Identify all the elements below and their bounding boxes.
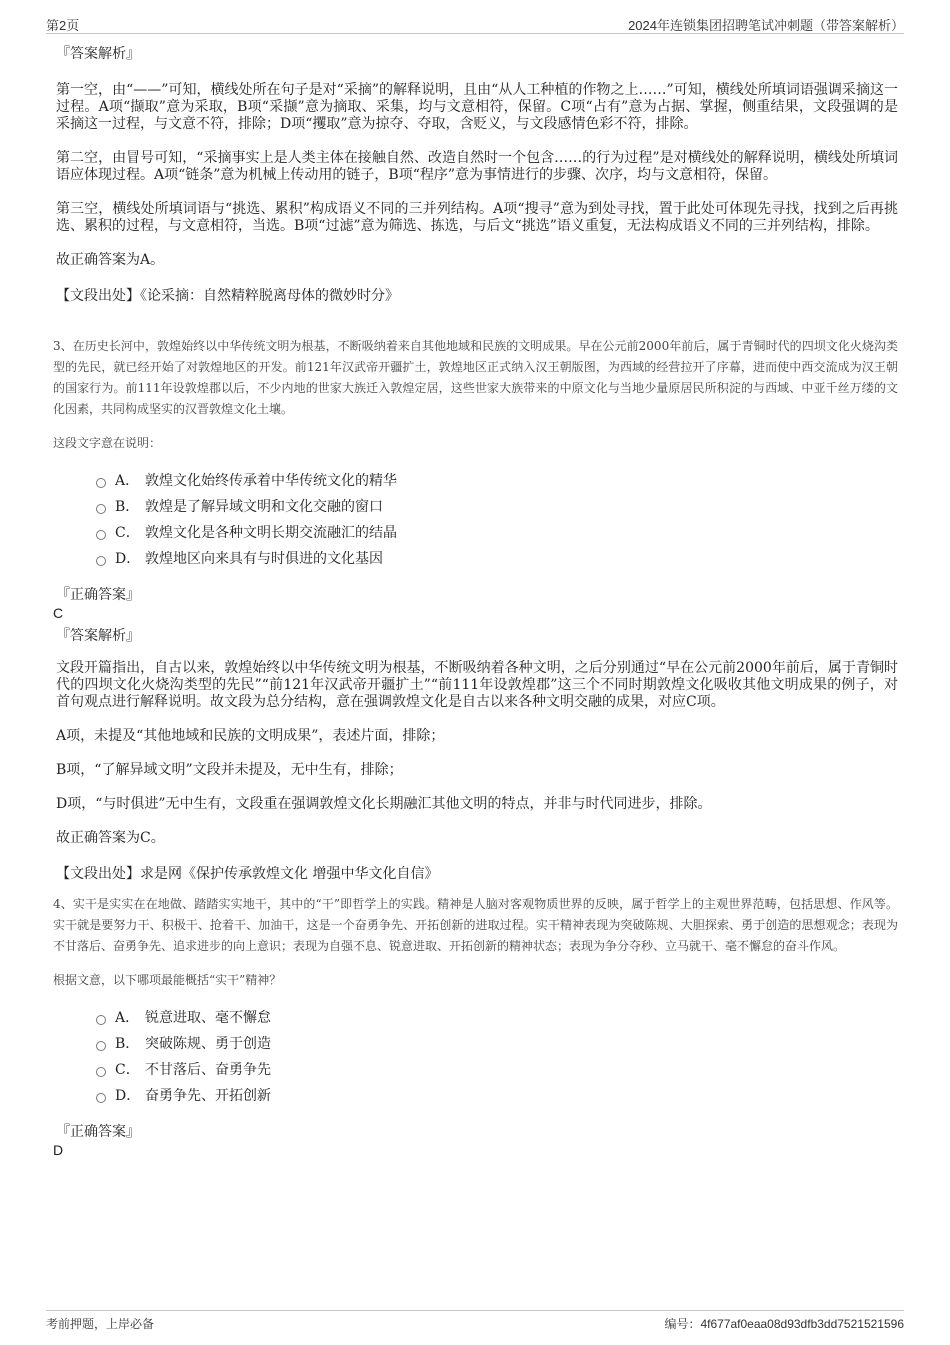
correct-answer-tag: 『正确答案』 [56, 1124, 140, 1140]
option-key: B． [115, 1036, 140, 1052]
main-content [53, 44, 898, 1163]
option-b[interactable] [96, 1035, 898, 1061]
analysis-paragraph: 第二空，由冒号可知，“采摘事实上是人类主体在接触自然、改造自然时一个包含……的行为过程”是对横线处的解释说明，横线处所填词语应体现过程。A项“链条”意为机械上传动用的链子，B项“程序”意为事情进行的步骤、次序，均与文意相符，保留。 [56, 150, 898, 183]
question-prompt: 这段文字意在说明： [53, 436, 162, 450]
question-4 [53, 894, 898, 1159]
analysis-paragraph: 第三空，横线处所填词语与“挑选、累积”构成语义不同的三并列结构。A项“搜寻”意为到处寻找，置于此处可体现先寻找，找到之后再挑选、累积的过程，与文意相符，当选。B项“过滤”意为筛选、拣选，与后文“挑选”语义重复，无法构成语义不同的三并列结构，排除。 [56, 201, 898, 234]
option-text: 敦煌文化始终传承着中华传统文化的精华 [145, 473, 397, 489]
correct-answer: D [53, 1142, 64, 1158]
analysis-tag: 『答案解析』 [56, 628, 140, 644]
question-text: 3、在历史长河中，敦煌始终以中华传统文明为根基，不断吸纳着来自其他地域和民族的文明成果。早在公元前2000年前后，属于青铜时代的四坝文化火烧沟类型的先民，就已经开始了对敦煌地区的开发。前121年汉武帝开疆扩土，敦煌地区正式纳入汉王朝版图，为西域的经营拉开了序幕，进而使中西交流成为汉王朝的国家行为。前111年设敦煌郡以后，不少内地的世家大族迁入敦煌定居，这些世家大族带来的中原文化与当地少量原居民所积淀的与西域、中亚千丝万缕的文化因素，共同构成坚实的汉晋敦煌文化土壤。 [53, 339, 898, 416]
radio-icon[interactable] [96, 1067, 106, 1077]
radio-icon[interactable] [96, 1041, 106, 1051]
question-3 [53, 336, 898, 884]
option-key: A． [115, 1010, 140, 1026]
option-a[interactable] [96, 1009, 898, 1035]
option-key: C． [115, 1062, 140, 1078]
document-serial: 编号：4f677af0eaa08d93dfb3dd7521521596 [664, 1317, 904, 1331]
option-text: 奋勇争先、开拓创新 [145, 1088, 271, 1104]
radio-icon[interactable] [96, 1015, 106, 1025]
analysis-conclusion: 故正确答案为A。 [56, 252, 165, 268]
option-text: 敦煌文化是各种文明长期交流融汇的结晶 [145, 525, 397, 541]
option-d[interactable] [96, 1087, 898, 1113]
option-key: D． [115, 1088, 141, 1104]
passage-source: 【文段出处】求是网《保护传承敦煌文化 增强中华文化自信》 [56, 866, 439, 882]
radio-icon[interactable] [96, 478, 106, 488]
option-key: B． [115, 499, 140, 515]
page-header [46, 13, 904, 34]
option-b[interactable] [96, 498, 898, 524]
analysis-conclusion: 故正确答案为C。 [56, 830, 165, 846]
document-title: 2024年连锁集团招聘笔试冲刺题（带答案解析） [628, 18, 904, 33]
option-key: A． [115, 473, 140, 489]
analysis-paragraph: 文段开篇指出，自古以来，敦煌始终以中华传统文明为根基，不断吸纳着各种文明，之后分别通过“早在公元前2000年前后，属于青铜时代的四坝文化火烧沟类型的先民”“前121年汉武帝开疆扩土”“前111年设敦煌郡”这三个不同时期敦煌文化吸收其他文明成果的例子，对首句观点进行解释说明。故文段为总分结构，意在强调敦煌文化是自古以来各种文明交融的成果，对应C项。 [56, 660, 898, 710]
question-text: 4、实干是实实在在地做、踏踏实实地干，其中的“干”即哲学上的实践。精神是人脑对客观物质世界的反映，属于哲学上的主观世界范畴，包括思想、作风等。实干就是要努力干、积极干、抢着干、加油干，这是一个奋勇争先、开拓创新的进取过程。实干精神表现为突破陈规、大胆探索、勇于创造的思想观念；表现为不甘落后、奋勇争先、追求进步的向上意识；表现为自强不息、锐意进取、开拓创新的精神状态；表现为争分夺秒、立马就干、毫不懈怠的奋斗作风。 [53, 897, 898, 953]
question-prompt: 根据文意，以下哪项最能概括“实干”精神？ [53, 973, 282, 987]
option-text: 不甘落后、奋勇争先 [145, 1062, 271, 1078]
option-text: 敦煌是了解异域文明和文化交融的窗口 [145, 499, 383, 515]
correct-answer: C [53, 605, 64, 621]
option-a[interactable] [96, 472, 898, 498]
option-key: D． [115, 551, 141, 567]
option-text: 锐意进取、毫不懈怠 [145, 1010, 271, 1026]
q2-analysis [56, 44, 898, 306]
analysis-paragraph: A项，未提及“其他地域和民族的文明成果”，表述片面，排除； [56, 728, 445, 744]
radio-icon[interactable] [96, 556, 106, 566]
option-text: 突破陈规、勇于创造 [145, 1036, 271, 1052]
analysis-tag: 『答案解析』 [56, 46, 140, 62]
option-c[interactable] [96, 1061, 898, 1087]
page-number: 第2页 [46, 18, 80, 33]
footer-slogan: 考前押题，上岸必备 [46, 1317, 155, 1331]
analysis-paragraph: 第一空，由“——”可知，横线处所在句子是对“采摘”的解释说明，且由“从人工种植的作物之上……”可知，横线处所填词语强调采摘这一过程。A项“撷取”意为采取，B项“采撷”意为摘取、采集，均与文意相符，保留。C项“占有”意为占据、掌握，侧重结果，文段强调的是采摘这一过程，与文意不符，排除；D项“攫取”意为掠夺、夺取，含贬义，与文段感情色彩不符，排除。 [56, 82, 898, 132]
radio-icon[interactable] [96, 1093, 106, 1103]
radio-icon[interactable] [96, 530, 106, 540]
passage-source: 【文段出处】《论采摘：自然精粹脱离母体的微妙时分》 [56, 288, 399, 304]
option-list [96, 1009, 898, 1113]
option-c[interactable] [96, 524, 898, 550]
option-key: C． [115, 525, 140, 541]
analysis-paragraph: B项，“了解异域文明”文段并未提及，无中生有，排除； [56, 762, 403, 778]
option-d[interactable] [96, 550, 898, 576]
radio-icon[interactable] [96, 504, 106, 514]
option-text: 敦煌地区向来具有与时俱进的文化基因 [145, 551, 383, 567]
option-list [96, 472, 898, 576]
page-footer [46, 1310, 904, 1331]
analysis-paragraph: D项，“与时俱进”无中生有，文段重在强调敦煌文化长期融汇其他文明的特点，并非与时代同进步，排除。 [56, 796, 712, 812]
correct-answer-tag: 『正确答案』 [56, 587, 140, 603]
